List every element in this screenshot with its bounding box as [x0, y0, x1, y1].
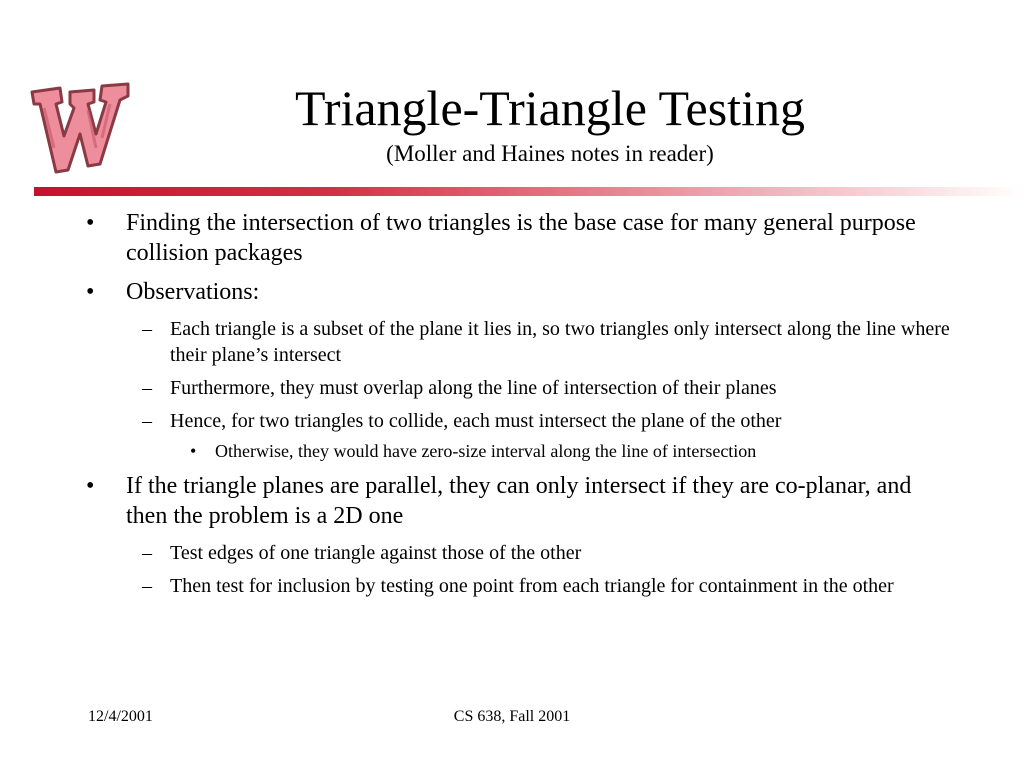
dash-marker: – — [142, 377, 152, 399]
sub-bullet-text: Then test for inclusion by testing one point from each triangle for containment in the other — [170, 575, 894, 597]
bullet-text: Finding the intersection of two triangles is the base case for many general purpose collision packages — [126, 210, 916, 266]
title-block — [200, 78, 900, 168]
sub-bullet-item — [142, 540, 974, 566]
dash-marker: – — [142, 575, 152, 597]
dash-marker: – — [142, 410, 152, 432]
bullet-text: Observations: — [126, 279, 260, 305]
slide-body — [0, 208, 1024, 606]
dash-marker: – — [142, 542, 152, 564]
sub-sub-bullet-item — [190, 439, 974, 463]
sub-bullet-item — [142, 316, 974, 368]
sub-bullet-item — [142, 375, 974, 401]
title-divider — [34, 187, 1024, 196]
footer-date: 12/4/2001 — [88, 708, 153, 725]
sub-bullet-text: Furthermore, they must overlap along the line of intersection of their planes — [170, 377, 777, 399]
sub-bullet-text: Each triangle is a subset of the plane it lies in, so two triangles only intersect along the line where their plane’s intersect — [170, 318, 950, 366]
bullet-marker: • — [86, 473, 95, 499]
bullet-marker: • — [86, 279, 95, 305]
sub-sub-bullet-text: Otherwise, they would have zero-size interval along the line of intersection — [215, 441, 757, 461]
sub-bullet-text: Hence, for two triangles to collide, each must intersect the plane of the other — [170, 410, 782, 432]
bullet-item — [86, 208, 944, 268]
bullet-text: If the triangle planes are parallel, they can only intersect if they are co-planar, and then the problem is a 2D one — [126, 473, 912, 529]
sub-bullet-text: Test edges of one triangle against those of the other — [170, 542, 582, 564]
bullet-item — [86, 277, 944, 307]
w-logo-icon — [30, 78, 130, 178]
dash-marker: – — [142, 318, 152, 340]
bullet-marker: • — [190, 441, 197, 461]
slide-title: Triangle-Triangle Testing — [295, 80, 805, 136]
bullet-item — [86, 471, 944, 531]
sub-bullet-item — [142, 573, 974, 599]
slide-subtitle: (Moller and Haines notes in reader) — [386, 141, 714, 166]
sub-bullet-item — [142, 408, 974, 434]
bullet-marker: • — [86, 210, 95, 236]
footer-course: CS 638, Fall 2001 — [453, 708, 571, 725]
